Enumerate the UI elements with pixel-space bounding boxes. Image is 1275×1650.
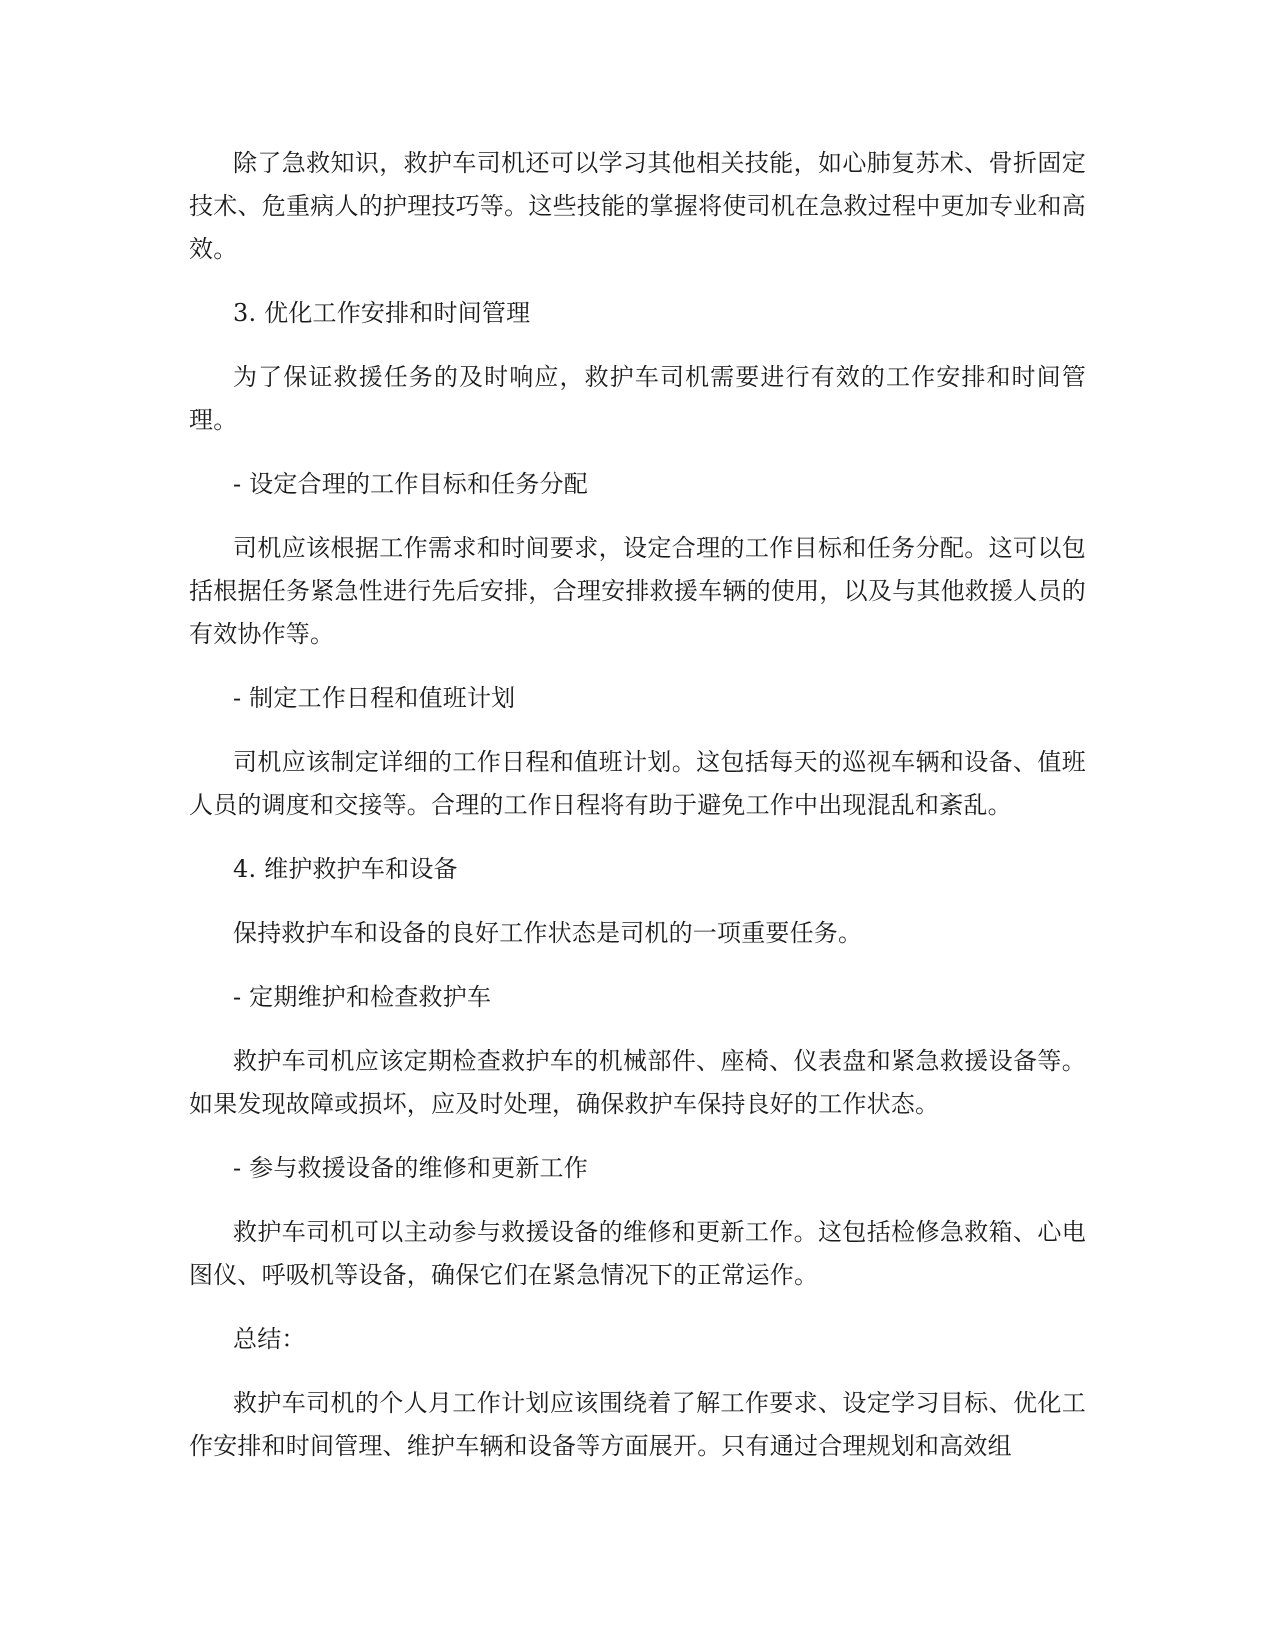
subheading-equipment-repair: - 参与救援设备的维修和更新工作 <box>233 1154 588 1182</box>
document-body <box>189 142 1086 1468</box>
subheading-schedule: - 制定工作日程和值班计划 <box>233 684 516 712</box>
heading-maintenance: 4. 维护救护车和设备 <box>233 855 458 883</box>
heading-summary: 总结： <box>233 1325 306 1353</box>
paragraph-equipment-repair: 救护车司机可以主动参与救援设备的维修和更新工作。这包括检修急救箱、心电图仪、呼吸机等设备，确保它们在紧急情况下的正常运作。 <box>189 1218 1086 1289</box>
paragraph-skills: 除了急救知识，救护车司机还可以学习其他相关技能，如心肺复苏术、骨折固定技术、危重病人的护理技巧等。这些技能的掌握将使司机在急救过程中更加专业和高效。 <box>189 149 1086 263</box>
paragraph-maintenance-intro: 保持救护车和设备的良好工作状态是司机的一项重要任务。 <box>233 919 863 947</box>
paragraph-inspection: 救护车司机应该定期检查救护车的机械部件、座椅、仪表盘和紧急救援设备等。如果发现故障或损坏，应及时处理，确保救护车保持良好的工作状态。 <box>189 1047 1086 1118</box>
subheading-inspection: - 定期维护和检查救护车 <box>233 983 492 1011</box>
paragraph-goals: 司机应该根据工作需求和时间要求，设定合理的工作目标和任务分配。这可以包括根据任务紧急性进行先后安排，合理安排救援车辆的使用，以及与其他救援人员的有效协作等。 <box>189 534 1086 648</box>
subheading-goals: - 设定合理的工作目标和任务分配 <box>233 470 588 498</box>
paragraph-work-arrangement-intro: 为了保证救援任务的及时响应，救护车司机需要进行有效的工作安排和时间管理。 <box>189 363 1086 434</box>
paragraph-schedule: 司机应该制定详细的工作日程和值班计划。这包括每天的巡视车辆和设备、值班人员的调度和交接等。合理的工作日程将有助于避免工作中出现混乱和紊乱。 <box>189 748 1086 819</box>
heading-work-arrangement: 3. 优化工作安排和时间管理 <box>233 299 531 327</box>
paragraph-summary: 救护车司机的个人月工作计划应该围绕着了解工作要求、设定学习目标、优化工作安排和时间管理、维护车辆和设备等方面展开。只有通过合理规划和高效组 <box>189 1389 1086 1460</box>
